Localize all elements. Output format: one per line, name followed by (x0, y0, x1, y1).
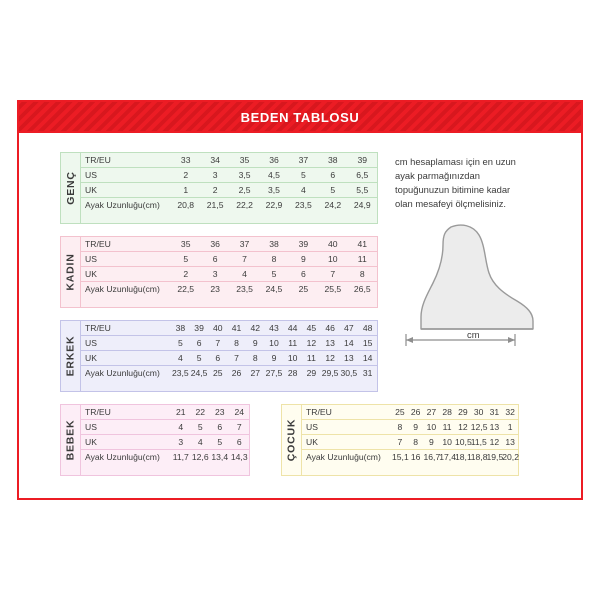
cell: 5 (318, 183, 347, 198)
cell: 3 (171, 435, 191, 450)
cell: 8 (408, 435, 424, 450)
cell: 4 (230, 267, 259, 282)
table-row (81, 237, 377, 252)
cell: 7 (208, 336, 227, 351)
cell: 16,7 (423, 452, 441, 462)
table-row (81, 252, 377, 267)
cell: 26 (408, 405, 424, 420)
table-row (81, 321, 377, 336)
cell: 10 (283, 351, 302, 366)
cell: 12,6 (191, 452, 209, 462)
cell: 36 (200, 237, 229, 252)
table-label-kadin (61, 237, 81, 307)
cell: 28 (287, 368, 298, 378)
table-label-genc (61, 153, 81, 223)
cell: 13 (339, 351, 358, 366)
table-row (302, 405, 518, 420)
cell: 24,5 (190, 368, 208, 378)
cell: 18,8 (470, 452, 488, 462)
cell: 32 (502, 405, 518, 420)
cell: 6,5 (348, 168, 377, 183)
cell: 14,3 (230, 452, 248, 462)
cell: 29 (306, 368, 317, 378)
cell: 5 (171, 252, 200, 267)
cell: 13 (321, 336, 340, 351)
row-header: Ayak Uzunluğu(cm) (85, 368, 160, 378)
cell: 23,5 (295, 200, 312, 210)
table-row (81, 198, 377, 213)
cell: 10,5 (455, 435, 471, 450)
cell: 13 (487, 420, 503, 435)
cell: 37 (230, 237, 259, 252)
cell: 3 (200, 168, 229, 183)
cell: 13,4 (211, 452, 229, 462)
cell: 12,5 (471, 420, 487, 435)
cell: 5 (259, 267, 288, 282)
cell: 43 (265, 321, 284, 336)
size-table-bebek (60, 404, 250, 476)
cell: 18,1 (455, 452, 472, 462)
row-header: UK (302, 435, 392, 450)
cell: 8 (259, 252, 288, 267)
table-row (302, 435, 518, 450)
cell: 12 (321, 351, 340, 366)
table-label-kadin-text: KADIN (64, 253, 77, 291)
row-header: Ayak Uzunluğu(cm) (306, 452, 381, 462)
table-row (81, 336, 377, 351)
cell: 23 (210, 405, 230, 420)
cell: 3,5 (230, 168, 259, 183)
cell: 12 (487, 435, 503, 450)
cell: 5 (190, 351, 209, 366)
table-label-cocuk (282, 405, 302, 475)
cell: 7 (318, 267, 347, 282)
table-row (81, 351, 377, 366)
cell: 2 (171, 267, 200, 282)
cell: 27,5 (265, 368, 283, 378)
measure-arrow-icon (403, 329, 518, 351)
table-label-erkek (61, 321, 81, 391)
cell: 6 (210, 420, 230, 435)
cell: 26 (231, 368, 242, 378)
cell: 2 (171, 168, 200, 183)
row-header: TR/EU (81, 153, 171, 168)
cell: 30,5 (340, 368, 358, 378)
cell: 36 (259, 153, 288, 168)
foot-illustration (399, 221, 554, 341)
row-header: TR/EU (81, 405, 171, 420)
cell: 10 (265, 336, 284, 351)
table-wrap-erkek (81, 321, 377, 391)
cell: 31 (362, 368, 373, 378)
cell: 2,5 (230, 183, 259, 198)
cell: 44 (283, 321, 302, 336)
cell: 25 (213, 368, 223, 378)
cell: 9 (408, 420, 424, 435)
table-row (302, 450, 518, 465)
cell: 39 (348, 153, 377, 168)
table-row (81, 267, 377, 282)
row-header: UK (81, 267, 171, 282)
cell: 24 (230, 405, 250, 420)
cell: 2 (200, 183, 229, 198)
cell: 23,5 (236, 284, 253, 294)
table-row (81, 183, 377, 198)
cell: 41 (348, 237, 377, 252)
cell: 12 (455, 420, 471, 435)
table-row (81, 450, 249, 465)
cell: 7 (230, 420, 250, 435)
cell: 13 (502, 435, 518, 450)
cell: 3,5 (259, 183, 288, 198)
row-header: TR/EU (81, 321, 171, 336)
cell: 24,2 (324, 200, 342, 210)
table-row (302, 420, 518, 435)
table-row (81, 435, 249, 450)
cell: 1 (171, 183, 200, 198)
cell: 11,5 (471, 435, 487, 450)
cell: 24,9 (353, 200, 371, 210)
cell: 14 (358, 351, 377, 366)
cell: 16 (410, 452, 421, 462)
cell: 38 (318, 153, 347, 168)
table-row (81, 366, 377, 381)
cell: 6 (190, 336, 209, 351)
row-header: Ayak Uzunluğu(cm) (85, 200, 160, 210)
row-header: UK (81, 183, 171, 198)
cell: 9 (265, 351, 284, 366)
cell: 21,5 (206, 200, 224, 210)
cell: 5,5 (348, 183, 377, 198)
size-table-kadin (60, 236, 378, 308)
cell: 5 (171, 336, 190, 351)
cell: 22,9 (265, 200, 283, 210)
cell: 33 (171, 153, 200, 168)
chart-frame (17, 100, 583, 500)
cell: 21 (171, 405, 191, 420)
table-row (81, 153, 377, 168)
cell: 5 (210, 435, 230, 450)
cell: 7 (227, 351, 246, 366)
cell: 25 (392, 405, 408, 420)
table-label-erkek-text: ERKEK (64, 335, 77, 377)
cell: 4 (191, 435, 211, 450)
cell: 11 (348, 252, 377, 267)
row-header: US (302, 420, 392, 435)
cell: 5 (191, 420, 211, 435)
cell: 25 (298, 284, 309, 294)
cell: 24,5 (265, 284, 283, 294)
table-wrap-kadin (81, 237, 377, 307)
cell: 4,5 (259, 168, 288, 183)
size-table-erkek (60, 320, 378, 392)
cell: 6 (289, 267, 318, 282)
cell: 4 (171, 420, 191, 435)
cell: 20,8 (177, 200, 195, 210)
cell: 8 (348, 267, 377, 282)
cell: 14 (339, 336, 358, 351)
size-table-genc (60, 152, 378, 224)
cell: 25,5 (324, 284, 342, 294)
table-label-genc-text: GENÇ (64, 171, 77, 205)
row-header: Ayak Uzunluğu(cm) (85, 284, 160, 294)
cell: 11 (302, 351, 321, 366)
cell: 6 (200, 252, 229, 267)
cell: 27 (424, 405, 440, 420)
table-wrap-genc (81, 153, 377, 223)
cell: 19,5 (486, 452, 504, 462)
table-wrap-cocuk (302, 405, 518, 475)
table-bebek (81, 405, 249, 464)
cell: 17,4 (439, 452, 456, 462)
cell: 48 (358, 321, 377, 336)
table-cocuk (302, 405, 518, 464)
table-wrap-bebek (81, 405, 249, 475)
row-header: UK (81, 435, 171, 450)
cell: 12 (302, 336, 321, 351)
row-header: Ayak Uzunluğu(cm) (85, 452, 160, 462)
cell: 9 (424, 435, 440, 450)
cell: 23,5 (171, 368, 189, 378)
cell: 29 (455, 405, 471, 420)
row-header: US (81, 252, 171, 267)
row-header: UK (81, 351, 171, 366)
table-row (81, 405, 249, 420)
cell: 8 (246, 351, 265, 366)
cell: 41 (227, 321, 246, 336)
cell: 6 (318, 168, 347, 183)
cell: 8 (227, 336, 246, 351)
cell: 10 (424, 420, 440, 435)
cell: 9 (246, 336, 265, 351)
cell: 40 (208, 321, 227, 336)
title-band (19, 102, 581, 133)
cell: 15 (358, 336, 377, 351)
cell: 22 (191, 405, 211, 420)
row-header: TR/EU (302, 405, 392, 420)
cell: 31 (487, 405, 503, 420)
row-header: TR/EU (81, 237, 171, 252)
cell: 11 (283, 336, 302, 351)
cell: 27 (250, 368, 261, 378)
cm-measure-line (403, 329, 518, 351)
cell: 38 (171, 321, 190, 336)
cell: 37 (289, 153, 318, 168)
cell: 35 (171, 237, 200, 252)
cell: 47 (339, 321, 358, 336)
cell: 10 (318, 252, 347, 267)
table-kadin (81, 237, 377, 296)
cell: 46 (321, 321, 340, 336)
cell: 39 (289, 237, 318, 252)
cell: 6 (208, 351, 227, 366)
cell: 5 (289, 168, 318, 183)
foot-outline-icon (399, 221, 554, 341)
cell: 38 (259, 237, 288, 252)
cell: 40 (318, 237, 347, 252)
cell: 22,5 (177, 284, 195, 294)
cell: 11 (439, 420, 455, 435)
page-title: BEDEN TABLOSU (240, 110, 360, 125)
table-label-bebek-text: BEBEK (64, 419, 77, 461)
cell: 29,5 (321, 368, 339, 378)
cell: 20,2 (502, 452, 519, 462)
cell: 26,5 (353, 284, 371, 294)
cell: 8 (392, 420, 408, 435)
cell: 30 (471, 405, 487, 420)
row-header: US (81, 168, 171, 183)
table-label-bebek (61, 405, 81, 475)
cell: 45 (302, 321, 321, 336)
chart-content (19, 133, 581, 498)
row-header: US (81, 336, 171, 351)
cell: 22,2 (236, 200, 253, 210)
row-header: US (81, 420, 171, 435)
cell: 42 (246, 321, 265, 336)
cell: 4 (171, 351, 190, 366)
cell: 35 (230, 153, 259, 168)
table-erkek (81, 321, 377, 380)
cell: 7 (230, 252, 259, 267)
table-row (81, 282, 377, 297)
cell: 1 (502, 420, 518, 435)
cm-label: cm (467, 329, 480, 340)
table-row (81, 420, 249, 435)
cell: 7 (392, 435, 408, 450)
size-table-cocuk (281, 404, 519, 476)
cell: 6 (230, 435, 250, 450)
table-genc (81, 153, 377, 212)
cell: 10 (439, 435, 455, 450)
table-row (81, 168, 377, 183)
cell: 39 (190, 321, 209, 336)
cell: 4 (289, 183, 318, 198)
cell: 28 (439, 405, 455, 420)
cell: 11,7 (172, 452, 189, 462)
cell: 9 (289, 252, 318, 267)
cell: 3 (200, 267, 229, 282)
table-label-cocuk-text: ÇOCUK (285, 418, 298, 462)
cell: 23 (210, 284, 220, 294)
cell: 34 (200, 153, 229, 168)
cell: 15,1 (392, 452, 409, 462)
measurement-note: cm hesaplaması için en uzun ayak parmağınızdan topuğunuzun bitimine kadar olan mesafeyi ölçmelisiniz. (395, 156, 516, 209)
